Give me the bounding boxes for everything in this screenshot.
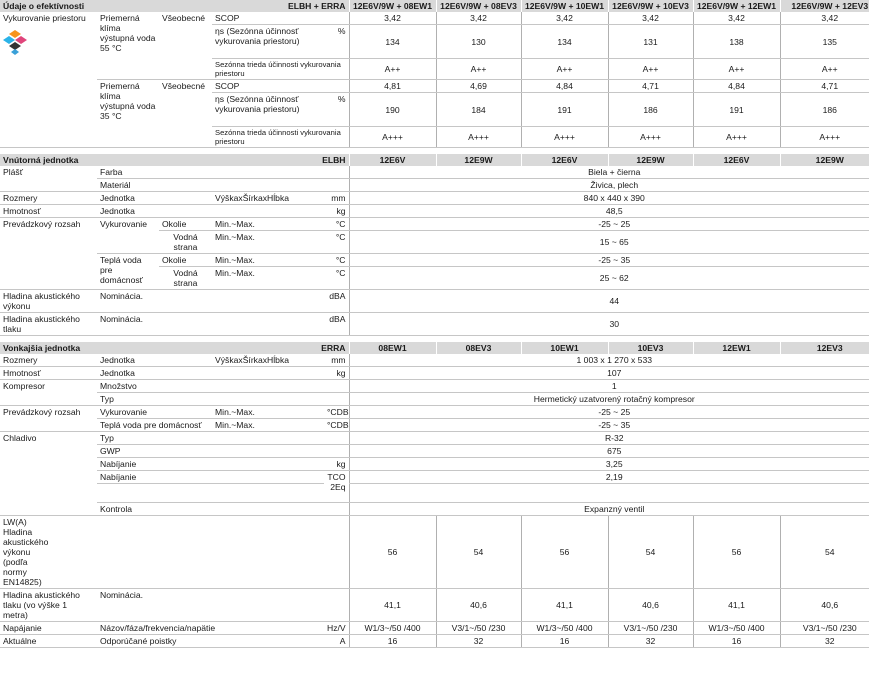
outdoor-heat-row [0,406,869,419]
indoor-weight-row [0,205,869,218]
value-cell: 138 [693,25,780,59]
value-cell: 16 [521,635,608,648]
value-cell: -25 ~ 35 [349,419,869,432]
value-cell: R-32 [349,432,869,445]
weight-label: Hmotnosť [0,367,97,380]
unit-label: Hz/V [324,622,349,635]
control-label: Kontrola [97,503,349,516]
unit-label: Jednotka [97,354,212,367]
value-cell: 32 [780,635,869,648]
col-header: 12E6V/9W + 10EV3 [608,0,693,12]
heat-pump-logo-icon [3,29,27,57]
col-header: 12E6V [521,154,608,166]
col-header: 12EV3 [780,342,869,354]
indoor-dims-row [0,192,869,205]
value-cell: 3,42 [521,12,608,25]
unit-label: Jednotka [97,205,324,218]
value-cell: 134 [521,25,608,59]
dhw-label: Teplá voda pre domácnosť [97,419,212,432]
unit-label: °C [324,267,349,290]
value-cell: A+++ [780,127,869,148]
casing-color-row [0,166,869,179]
charge-label: Nabíjanie [97,458,324,471]
value-cell: 41,1 [521,589,608,622]
nominal-label: Nominácia. [97,313,324,336]
value-cell: 131 [608,25,693,59]
type-label: Typ [97,393,349,406]
value-cell: 54 [780,516,869,589]
value-cell: 32 [436,635,521,648]
minmax-label: Min.~Max. [212,406,324,419]
value-cell: 54 [608,516,693,589]
unit-label: °CDB [324,419,349,432]
unit-label: Jednotka [97,192,212,205]
value-cell: A+++ [693,127,780,148]
value-cell: Biela + čierna [349,166,869,179]
col-header: 12E9W [436,154,521,166]
col-header: 10EW1 [521,342,608,354]
unit-label: A [324,635,349,648]
scop-label: SCOP [212,12,349,25]
minmax-label: Min.~Max. [212,218,324,231]
value-cell: 1 [349,380,869,393]
outdoor-lwa-row [0,516,869,589]
hwd-label: VýškaxŠírkaxHĺbka [212,192,324,205]
value-cell: 186 [780,93,869,127]
general-label: Všeobecné [159,12,212,80]
value-cell: 190 [349,93,436,127]
value-cell: 56 [693,516,780,589]
minmax-label: Min.~Max. [212,254,324,267]
spl-label: Hladina akustického tlaku (vo výške 1 metra) [0,589,97,622]
unit-label: % [324,93,349,127]
value-cell: Hermetický uzatvorený rotačný kompresor [349,393,869,406]
oprange-label: Prevádzkový rozsah [0,218,97,290]
class-label: Sezónna trieda účinnosti vykurovania priestoru [212,59,349,80]
casing-label: Plášť [0,166,97,192]
fuses-label: Odporúčané poistky [97,635,324,648]
col-header: 12E6V/9W + 08EW1 [349,0,436,12]
unit-label: dBA [324,290,349,313]
value-cell: W1/3~/50 /400 [693,622,780,635]
value-cell: 1 003 x 1 270 x 533 [349,354,869,367]
unit-label: kg [324,367,349,380]
value-cell: 107 [349,367,869,380]
outdoor-spl-row [0,589,869,622]
ambient-label: Okolie [159,254,212,267]
scop35-row [0,80,869,93]
qty-label: Množstvo [97,380,349,393]
value-cell: 130 [436,25,521,59]
dims-label: Rozmery [0,354,97,367]
col-header: 12E6V/9W + 12EV3 [780,0,869,12]
eta-label: ηs (Sezónna účinnosť vykurovania priestoru) [212,25,324,59]
value-cell: 4,84 [521,80,608,93]
swl-label: Hladina akustického výkonu [0,290,97,313]
value-cell: 4,71 [608,80,693,93]
value-cell: 41,1 [693,589,780,622]
heating-label: Vykurovanie [97,218,159,254]
unit-label: Jednotka [97,367,324,380]
value-cell: A+++ [349,127,436,148]
value-cell: 32 [608,635,693,648]
col-header: 12E6V/9W + 10EW1 [521,0,608,12]
efficiency-model: ELBH + ERRA [159,0,349,12]
value-cell: A+++ [436,127,521,148]
value-cell: A++ [349,59,436,80]
lwa-label: LW(A) Hladina akustického výkonu (podľa normy EN14825) [0,516,349,589]
value-cell: -25 ~ 25 [349,406,869,419]
spl-label: Hladina akustického tlaku [0,313,97,336]
power-supply-row [0,622,869,635]
weight-label: Hmotnosť [0,205,97,218]
indoor-heat-ambient-row [0,218,869,231]
col-header: 08EV3 [436,342,521,354]
color-label: Farba [97,166,349,179]
value-cell: 3,42 [780,12,869,25]
outdoor-header [0,342,869,354]
eta-label: ηs (Sezónna účinnosť vykurovania priestoru) [212,93,324,127]
col-header: 08EW1 [349,342,436,354]
group-35-label: Priemerná klíma výstupná voda 35 °C [97,80,159,148]
value-cell: A++ [521,59,608,80]
unit-label: % [324,25,349,59]
value-cell: Živica, plech [349,179,869,192]
value-cell: 191 [693,93,780,127]
class-label: Sezónna trieda účinnosti vykurovania priestoru [212,127,349,148]
value-cell: 4,84 [693,80,780,93]
value-cell: 25 ~ 62 [349,267,869,290]
value-cell: -25 ~ 25 [349,218,869,231]
col-header: 12E6V/9W + 12EW1 [693,0,780,12]
nominal-label: Nominácia. [97,589,349,622]
general-label: Všeobecné [159,80,212,148]
charge-label: Nabíjanie [97,471,324,484]
refrigerant-spacer-row [0,484,869,503]
col-header: 12E6V/9W + 08EV3 [436,0,521,12]
nominal-label: Nominácia. [97,290,324,313]
unit-label: °C [324,254,349,267]
value-cell: 54 [436,516,521,589]
unit-label: °CDB [324,406,349,419]
minmax-label: Min.~Max. [212,267,324,290]
indoor-title: Vnútorná jednotka [0,154,159,166]
value-cell: 3,42 [608,12,693,25]
value-cell: 15 ~ 65 [349,231,869,254]
value-cell: 840 x 440 x 390 [349,192,869,205]
value-cell: 3,42 [693,12,780,25]
value-cell: 184 [436,93,521,127]
outdoor-weight-row [0,367,869,380]
col-header: 12E6V [693,154,780,166]
value-cell: V3/1~/50 /230 [780,622,869,635]
value-cell: 135 [780,25,869,59]
col-header: 12E9W [608,154,693,166]
indoor-model: ELBH [159,154,349,166]
hwd-label: VýškaxŠírkaxHĺbka [212,354,324,367]
value-cell: A++ [608,59,693,80]
value-cell: 4,69 [436,80,521,93]
type-label: Typ [97,432,349,445]
refrigerant-charge-kg-row [0,458,869,471]
value-cell: 3,42 [436,12,521,25]
value-cell: 4,81 [349,80,436,93]
compressor-qty-row [0,380,869,393]
material-label: Materiál [97,179,349,192]
value-cell: A++ [436,59,521,80]
supply-label: Napájanie [0,622,97,635]
supply-sub-label: Názov/fáza/frekvencia/napätie [97,622,324,635]
refrigerant-type-row [0,432,869,445]
value-cell: 4,71 [780,80,869,93]
value-cell: A+++ [521,127,608,148]
efficiency-header [0,0,869,12]
col-header: 10EV3 [608,342,693,354]
scop55-row [0,12,869,25]
group-55-label: Priemerná klíma výstupná voda 55 °C [97,12,159,80]
ambient-label: Okolie [159,218,212,231]
unit-label: mm [324,354,349,367]
value-cell: W1/3~/50 /400 [349,622,436,635]
value-cell: 3,42 [349,12,436,25]
value-cell: 56 [521,516,608,589]
refrigerant-gwp-row [0,445,869,458]
value-cell: 134 [349,25,436,59]
value-cell: V3/1~/50 /230 [436,622,521,635]
space-heating-label: Vykurovanie priestoru [0,12,97,148]
value-cell: -25 ~ 35 [349,254,869,267]
value-cell: Expanzný ventil [349,503,869,516]
unit-label: mm [324,192,349,205]
unit-label: kg [324,458,349,471]
gwp-label: GWP [97,445,349,458]
unit-label: kg [324,205,349,218]
unit-label: dBA [324,313,349,336]
value-cell: 48,5 [349,205,869,218]
waterside-label: Vodná strana [159,231,212,254]
value-cell: W1/3~/50 /400 [521,622,608,635]
dhw-label: Teplá voda pre domácnosť [97,254,159,290]
refrigerant-label: Chladivo [0,432,97,516]
value-cell: 41,1 [349,589,436,622]
unit-label: °C [324,231,349,254]
indoor-spl-row [0,313,869,336]
minmax-label: Min.~Max. [212,231,324,254]
value-cell: 40,6 [608,589,693,622]
outdoor-dhw-row [0,419,869,432]
oprange-label: Prevádzkový rozsah [0,406,97,432]
value-cell: A++ [780,59,869,80]
value-cell: 3,25 [349,458,869,471]
refrigerant-charge-tco2-row [0,471,869,484]
value-cell: 186 [608,93,693,127]
indoor-swl-row [0,290,869,313]
casing-material-row [0,179,869,192]
compressor-label: Kompresor [0,380,97,406]
compressor-type-row [0,393,869,406]
col-header: 12E9W [780,154,869,166]
value-cell: 56 [349,516,436,589]
value-cell: 16 [349,635,436,648]
value-cell: 30 [349,313,869,336]
value-cell: 675 [349,445,869,458]
efficiency-title: Údaje o efektívnosti [0,0,159,12]
waterside-label: Vodná strana [159,267,212,290]
refrigerant-control-row [0,503,869,516]
value-cell: 191 [521,93,608,127]
value-cell: 40,6 [780,589,869,622]
heating-label: Vykurovanie [97,406,212,419]
value-cell: 44 [349,290,869,313]
value-cell: V3/1~/50 /230 [608,622,693,635]
col-header: 12EW1 [693,342,780,354]
value-cell: A+++ [608,127,693,148]
outdoor-dims-row [0,354,869,367]
minmax-label: Min.~Max. [212,419,324,432]
value-cell: 40,6 [436,589,521,622]
indoor-header [0,154,869,166]
unit-label: TCO2Eq [324,471,349,503]
current-row [0,635,869,648]
value-cell: 2,19 [349,471,869,484]
scop-label: SCOP [212,80,349,93]
value-cell: A++ [693,59,780,80]
current-label: Aktuálne [0,635,97,648]
outdoor-model: ERRA [159,342,349,354]
dims-label: Rozmery [0,192,97,205]
indoor-dhw-ambient-row [0,254,869,267]
outdoor-title: Vonkajšia jednotka [0,342,159,354]
value-cell: 16 [693,635,780,648]
unit-label: °C [324,218,349,231]
col-header: 12E6V [349,154,436,166]
